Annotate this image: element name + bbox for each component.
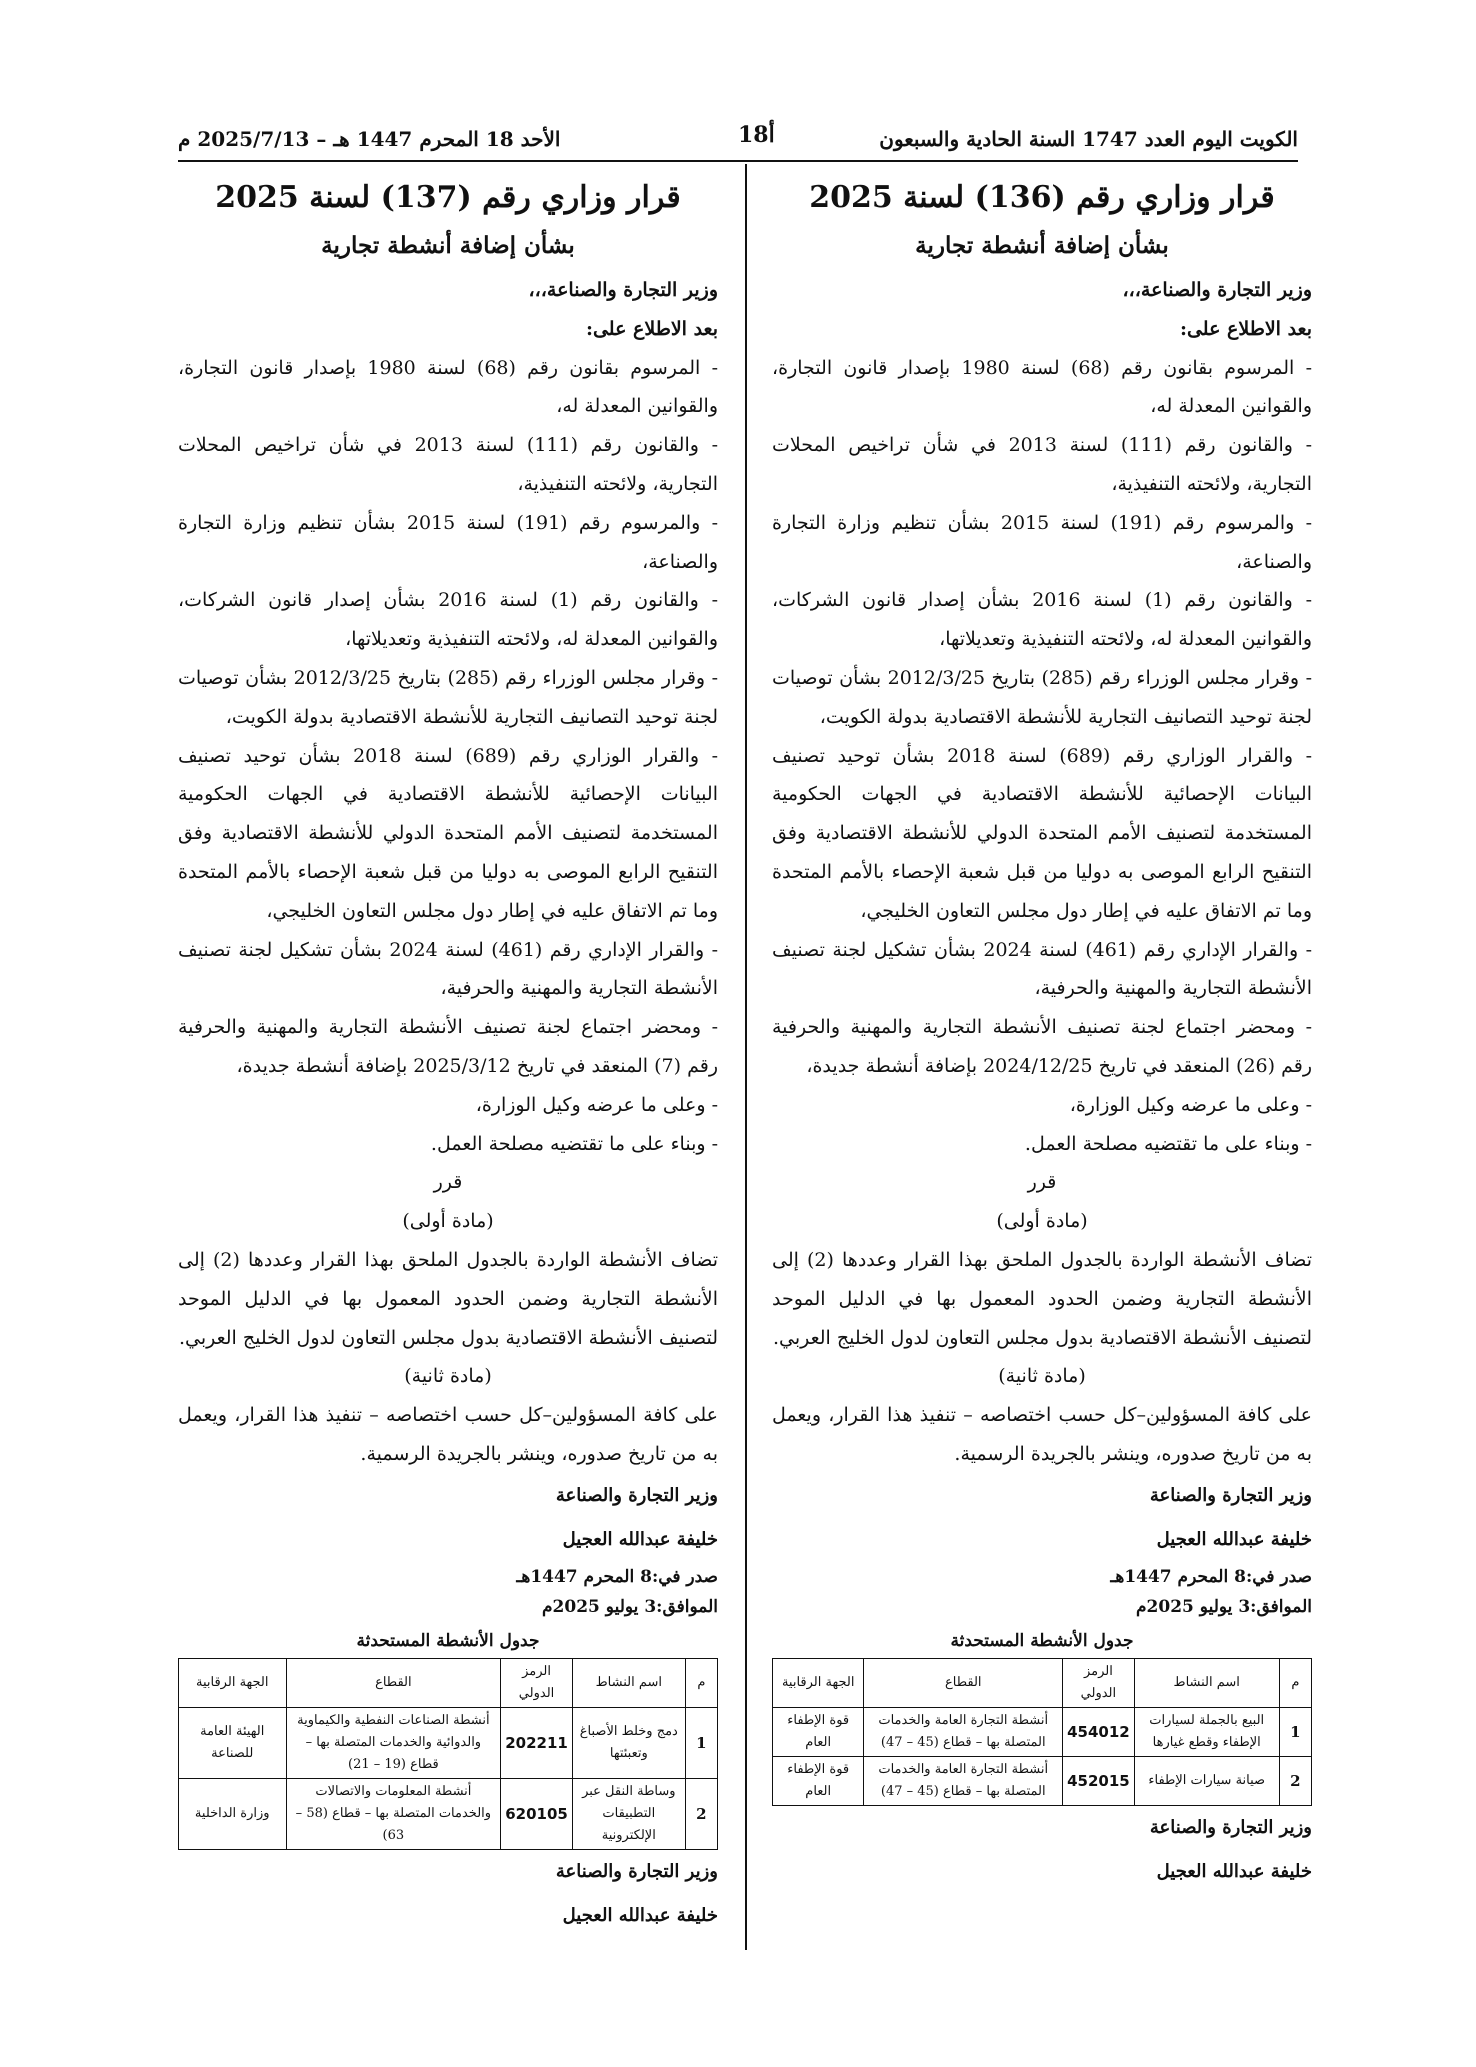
article-1-text: تضاف الأنشطة الواردة بالجدول الملحق بهذا القرار وعددها (2) إلى الأنشطة التجارية وضمن الحدود المعمول بها في الدليل الموحد لتصنيف الأنشطة الاقتصادية بدول مجلس التعاون لدول الخليج العربي.: [772, 1248, 1313, 1349]
table-title: جدول الأنشطة المستحدثة: [356, 1630, 540, 1651]
corresponding-date: الموافق:3 يوليو 2025م: [542, 1596, 718, 1617]
decision-subtitle: بشأن إضافة أنشطة تجارية: [321, 232, 575, 259]
clause: - وقرار مجلس الوزراء رقم (285) بتاريخ 2012/3/25 بشأن توصيات لجنة توحيد التصانيف التجارية للأنشطة الاقتصادية بدولة الكويت،: [772, 666, 1313, 728]
footer-signer-title: وزير التجارة والصناعة: [1149, 1816, 1312, 1838]
sector: أنشطة التجارة العامة والخدمات المتصلة بها – قطاع (45 – 47): [864, 1707, 1063, 1756]
table-row: [773, 1707, 1312, 1756]
decided-heading: قرر: [433, 1171, 463, 1194]
clause: - المرسوم بقانون رقم (68) لسنة 1980 بإصدار قانون التجارة، والقوانين المعدلة له،: [772, 356, 1312, 418]
clause: - ومحضر اجتماع لجنة تصنيف الأنشطة التجارية والمهنية والحرفية رقم (26) المنعقد في تاريخ 2024/12/25 بإضافة أنشطة جديدة،: [772, 1016, 1312, 1077]
sector: أنشطة التجارة العامة والخدمات المتصلة بها – قطاع (45 – 47): [864, 1756, 1063, 1805]
minister-line: وزير التجارة والصناعة،،،: [1122, 279, 1312, 301]
footer-signer-title: وزير التجارة والصناعة: [555, 1860, 718, 1882]
activity-name: وساطة النقل عبر التطبيقات الإلكترونية: [572, 1778, 685, 1849]
header-page-number: 18أ: [738, 122, 775, 148]
clause: - وعلى ما عرضه وكيل الوزارة،: [1069, 1093, 1312, 1116]
header-cell: القطاع: [286, 1658, 501, 1707]
header-cell: الجهة الرقابية: [179, 1658, 287, 1707]
article-2-title: (مادة ثانية): [998, 1365, 1086, 1388]
decision-136: [772, 175, 1312, 1894]
after-review: بعد الاطلاع على:: [1179, 317, 1312, 340]
header-cell: م: [685, 1658, 717, 1707]
intl-code: 452015: [1063, 1756, 1135, 1805]
column-divider: [745, 164, 747, 1950]
decision-title: قرار وزاري رقم (137) لسنة 2025: [215, 180, 681, 215]
footer-signer-name: خليفة عبدالله العجيل: [1156, 1860, 1312, 1882]
clause: - والقرار الوزاري رقم (689) لسنة 2018 بشأن توحيد تصنيف البيانات الإحصائية للأنشطة الاقتصادية في الجهات الحكومية المستخدمة لتصنيف الأمم المتحدة الدولي للأنشطة الاقتصادية وفق التنقيح الرابع الموصى به دوليا من قبل شعبة الإحصاء بالأمم المتحدة وما تم الاتفاق عليه في إطار دول مجلس التعاون الخليجي،: [772, 744, 1312, 922]
clause: - والقرار الوزاري رقم (689) لسنة 2018 بشأن توحيد تصنيف البيانات الإحصائية للأنشطة الاقتصادية في الجهات الحكومية المستخدمة لتصنيف الأمم المتحدة الدولي للأنشطة الاقتصادية وفق التنقيح الرابع الموصى به دوليا من قبل شعبة الإحصاء بالأمم المتحدة وما تم الاتفاق عليه في إطار دول مجلس التعاون الخليجي،: [178, 744, 718, 922]
regulator: الهيئة العامة للصناعة: [179, 1707, 287, 1778]
article-2-title: (مادة ثانية): [404, 1365, 492, 1388]
clause: - ومحضر اجتماع لجنة تصنيف الأنشطة التجارية والمهنية والحرفية رقم (7) المنعقد في تاريخ 2025/3/12 بإضافة أنشطة جديدة،: [178, 1016, 718, 1077]
header-cell: الرمز الدولي: [501, 1658, 573, 1707]
clause: - وعلى ما عرضه وكيل الوزارة،: [475, 1093, 718, 1116]
row-number: 1: [685, 1707, 717, 1778]
article-2-text: على كافة المسؤولين–كل حسب اختصاصه – تنفيذ هذا القرار، ويعمل به من تاريخ صدوره، وينشر بالجريدة الرسمية.: [178, 1404, 718, 1465]
intl-code: 454012: [1063, 1707, 1135, 1756]
article-2-text: على كافة المسؤولين–كل حسب اختصاصه – تنفيذ هذا القرار، ويعمل به من تاريخ صدوره، وينشر بالجريدة الرسمية.: [772, 1404, 1312, 1465]
issued-date: صدر في:8 المحرم 1447هـ: [1110, 1566, 1312, 1587]
footer-signer-name: خليفة عبدالله العجيل: [562, 1904, 718, 1926]
header-cell: م: [1279, 1658, 1311, 1707]
activity-name: دمج وخلط الأصباغ وتعبئتها: [572, 1707, 685, 1778]
corresponding-date: الموافق:3 يوليو 2025م: [1136, 1596, 1312, 1617]
decided-heading: قرر: [1027, 1171, 1057, 1194]
clause: - وبناء على ما تقتضيه مصلحة العمل.: [430, 1132, 718, 1155]
intl-code: 620105: [501, 1778, 573, 1849]
header-rule: [178, 160, 1298, 162]
header-date: الأحد 18 المحرم 1447 هـ – 2025/7/13 م: [178, 127, 561, 151]
signer-title: وزير التجارة والصناعة: [555, 1484, 718, 1506]
header-cell: اسم النشاط: [572, 1658, 685, 1707]
header-cell: الرمز الدولي: [1063, 1658, 1135, 1707]
clause: - والقانون رقم (1) لسنة 2016 بشأن إصدار قانون الشركات، والقوانين المعدلة له، ولائحته التنفيذية وتعديلاتها،: [772, 589, 1312, 651]
minister-line: وزير التجارة والصناعة،،،: [528, 279, 718, 301]
decision-title: قرار وزاري رقم (136) لسنة 2025: [809, 180, 1275, 215]
article-1-title: (مادة أولى): [996, 1210, 1088, 1233]
table-row: [179, 1707, 718, 1778]
activity-name: البيع بالجملة لسيارات الإطفاء وقطع غيارها: [1134, 1707, 1279, 1756]
clause: - وبناء على ما تقتضيه مصلحة العمل.: [1024, 1132, 1312, 1155]
page-header: [178, 122, 1298, 156]
clause: - المرسوم بقانون رقم (68) لسنة 1980 بإصدار قانون التجارة، والقوانين المعدلة له،: [178, 356, 718, 418]
activities-table: [772, 1658, 1312, 1806]
header-issue: الكويت اليوم العدد 1747 السنة الحادية والسبعون: [879, 127, 1298, 151]
clause: - والمرسوم رقم (191) لسنة 2015 بشأن تنظيم وزارة التجارة والصناعة،: [772, 511, 1312, 573]
header-cell: القطاع: [864, 1658, 1063, 1707]
article-1-text: تضاف الأنشطة الواردة بالجدول الملحق بهذا القرار وعددها (2) إلى الأنشطة التجارية وضمن الحدود المعمول بها في الدليل الموحد لتصنيف الأنشطة الاقتصادية بدول مجلس التعاون لدول الخليج العربي.: [178, 1248, 719, 1349]
sector: أنشطة المعلومات والاتصالات والخدمات المتصلة بها – قطاع (58 – 63): [286, 1778, 501, 1849]
signer-name: خليفة عبدالله العجيل: [1156, 1528, 1312, 1550]
decision-subtitle: بشأن إضافة أنشطة تجارية: [915, 232, 1169, 259]
table-header-row: [179, 1658, 718, 1707]
regulator: قوة الإطفاء العام: [773, 1707, 864, 1756]
sector: أنشطة الصناعات النفطية والكيماوية والدوائية والخدمات المتصلة بها – قطاع (19 – 21): [286, 1707, 501, 1778]
table-row: [773, 1756, 1312, 1805]
signer-name: خليفة عبدالله العجيل: [562, 1528, 718, 1550]
clause: - والقانون رقم (111) لسنة 2013 في شأن تراخيص المحلات التجارية، ولائحته التنفيذية،: [178, 434, 718, 495]
decision-137: [178, 175, 718, 1938]
regulator: وزارة الداخلية: [179, 1778, 287, 1849]
clause: - والقرار الإداري رقم (461) لسنة 2024 بشأن تشكيل لجنة تصنيف الأنشطة التجارية والمهنية والحرفية،: [772, 938, 1312, 1000]
clause: - وقرار مجلس الوزراء رقم (285) بتاريخ 2012/3/25 بشأن توصيات لجنة توحيد التصانيف التجارية للأنشطة الاقتصادية بدولة الكويت،: [178, 666, 719, 728]
activities-table: [178, 1658, 718, 1850]
row-number: 2: [1279, 1756, 1311, 1805]
clause: - والقانون رقم (111) لسنة 2013 في شأن تراخيص المحلات التجارية، ولائحته التنفيذية،: [772, 434, 1312, 495]
table-title: جدول الأنشطة المستحدثة: [950, 1630, 1134, 1651]
issued-date: صدر في:8 المحرم 1447هـ: [516, 1566, 718, 1587]
header-cell: الجهة الرقابية: [773, 1658, 864, 1707]
header-cell: اسم النشاط: [1134, 1658, 1279, 1707]
clause: - والمرسوم رقم (191) لسنة 2015 بشأن تنظيم وزارة التجارة والصناعة،: [178, 511, 718, 573]
clause: - والقرار الإداري رقم (461) لسنة 2024 بشأن تشكيل لجنة تصنيف الأنشطة التجارية والمهنية والحرفية،: [178, 938, 718, 1000]
table-row: [179, 1778, 718, 1849]
regulator: قوة الإطفاء العام: [773, 1756, 864, 1805]
intl-code: 202211: [501, 1707, 573, 1778]
row-number: 1: [1279, 1707, 1311, 1756]
after-review: بعد الاطلاع على:: [585, 317, 718, 340]
table-header-row: [773, 1658, 1312, 1707]
signer-title: وزير التجارة والصناعة: [1149, 1484, 1312, 1506]
clause: - والقانون رقم (1) لسنة 2016 بشأن إصدار قانون الشركات، والقوانين المعدلة له، ولائحته التنفيذية وتعديلاتها،: [178, 589, 718, 651]
article-1-title: (مادة أولى): [402, 1210, 494, 1233]
activity-name: صيانة سيارات الإطفاء: [1134, 1756, 1279, 1805]
row-number: 2: [685, 1778, 717, 1849]
